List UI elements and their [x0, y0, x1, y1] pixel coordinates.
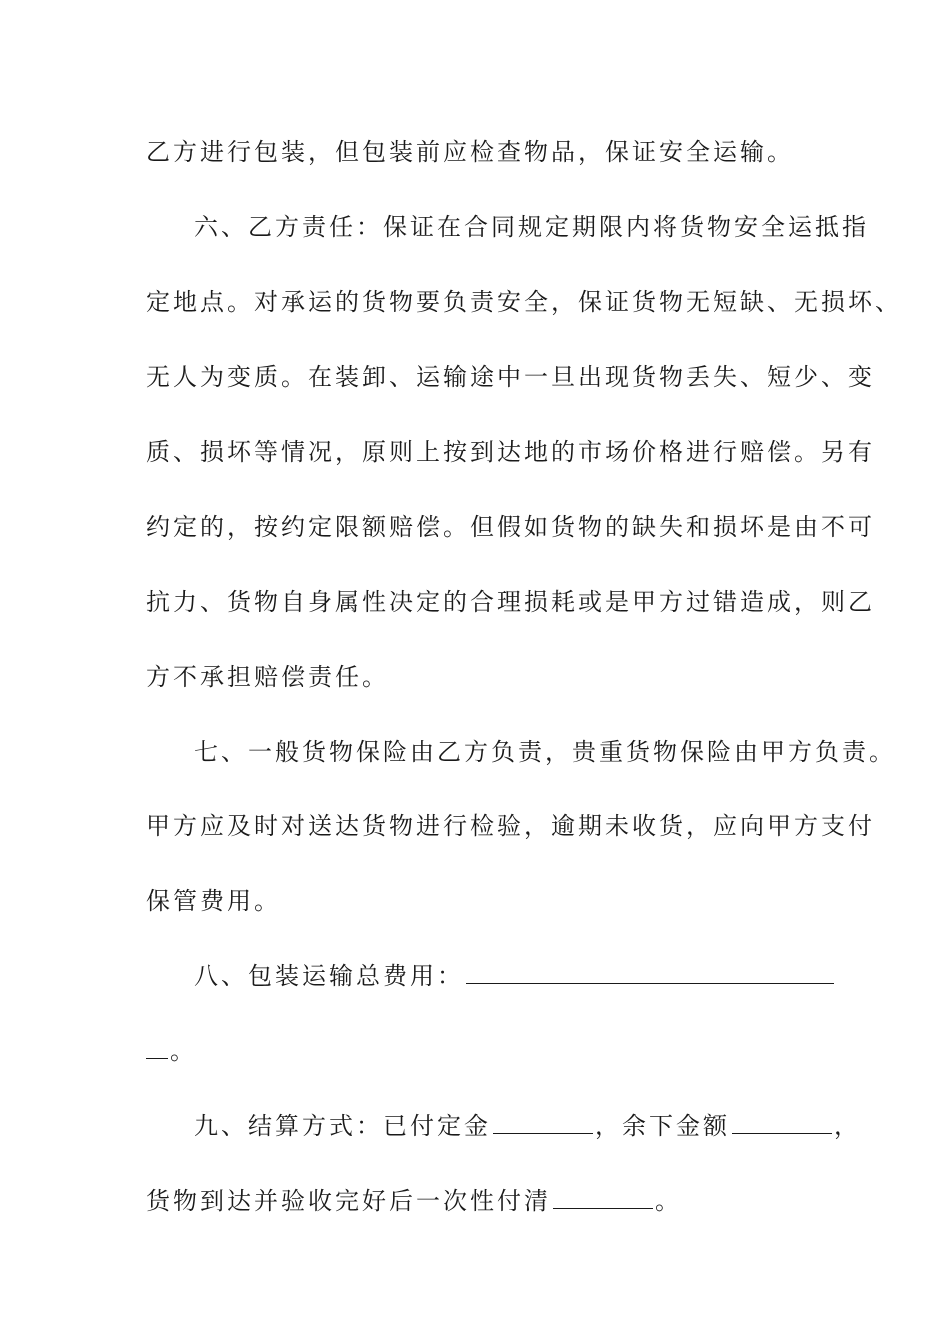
clause-9-end: 。 — [655, 1187, 682, 1215]
clause-6-heading-line: 六、乙方责任：保证在合同规定期限内将货物安全运抵指 — [194, 213, 869, 241]
paragraph-line: 质、损坏等情况，原则上按到达地的市场价格进行赔偿。另有 — [146, 438, 875, 466]
clause-8-end: 。 — [170, 1037, 197, 1065]
clause-8-continuation — [146, 1035, 826, 1067]
total-cost-blank-end[interactable] — [146, 1036, 168, 1059]
paragraph-line: 保管费用。 — [146, 887, 281, 915]
remaining-amount-blank[interactable] — [732, 1111, 832, 1134]
clause-9-tail: ， — [834, 1112, 861, 1140]
clause-9-mid: ，余下金额 — [595, 1112, 730, 1140]
paragraph-line: 约定的，按约定限额赔偿。但假如货物的缺失和损坏是由不可 — [146, 513, 875, 541]
clause-9-line — [194, 1110, 874, 1142]
clause-9-label: 九、结算方式：已付定金 — [194, 1112, 491, 1140]
deposit-paid-blank[interactable] — [493, 1111, 593, 1134]
paragraph-line: 定地点。对承运的货物要负责安全，保证货物无短缺、无损坏、 — [146, 288, 902, 316]
paragraph-line: 甲方应及时对送达货物进行检验，逾期未收货，应向甲方支付 — [146, 812, 875, 840]
clause-9-line2: 货物到达并验收完好后一次性付清 — [146, 1187, 551, 1215]
paragraph-line: 抗力、货物自身属性决定的合理损耗或是甲方过错造成，则乙 — [146, 588, 875, 616]
clause-8-label: 八、包装运输总费用： — [194, 962, 464, 990]
clause-7-heading-line: 七、一般货物保险由乙方负责，贵重货物保险由甲方负责。 — [194, 738, 896, 766]
final-payment-blank[interactable] — [553, 1186, 653, 1209]
clause-8-line — [194, 960, 874, 992]
total-cost-blank[interactable] — [466, 961, 834, 984]
paragraph-line: 方不承担赔偿责任。 — [146, 663, 389, 691]
paragraph-line: 乙方进行包装，但包装前应检查物品，保证安全运输。 — [146, 138, 794, 166]
clause-9-continuation — [146, 1185, 826, 1217]
paragraph-line: 无人为变质。在装卸、运输途中一旦出现货物丢失、短少、变 — [146, 363, 875, 391]
